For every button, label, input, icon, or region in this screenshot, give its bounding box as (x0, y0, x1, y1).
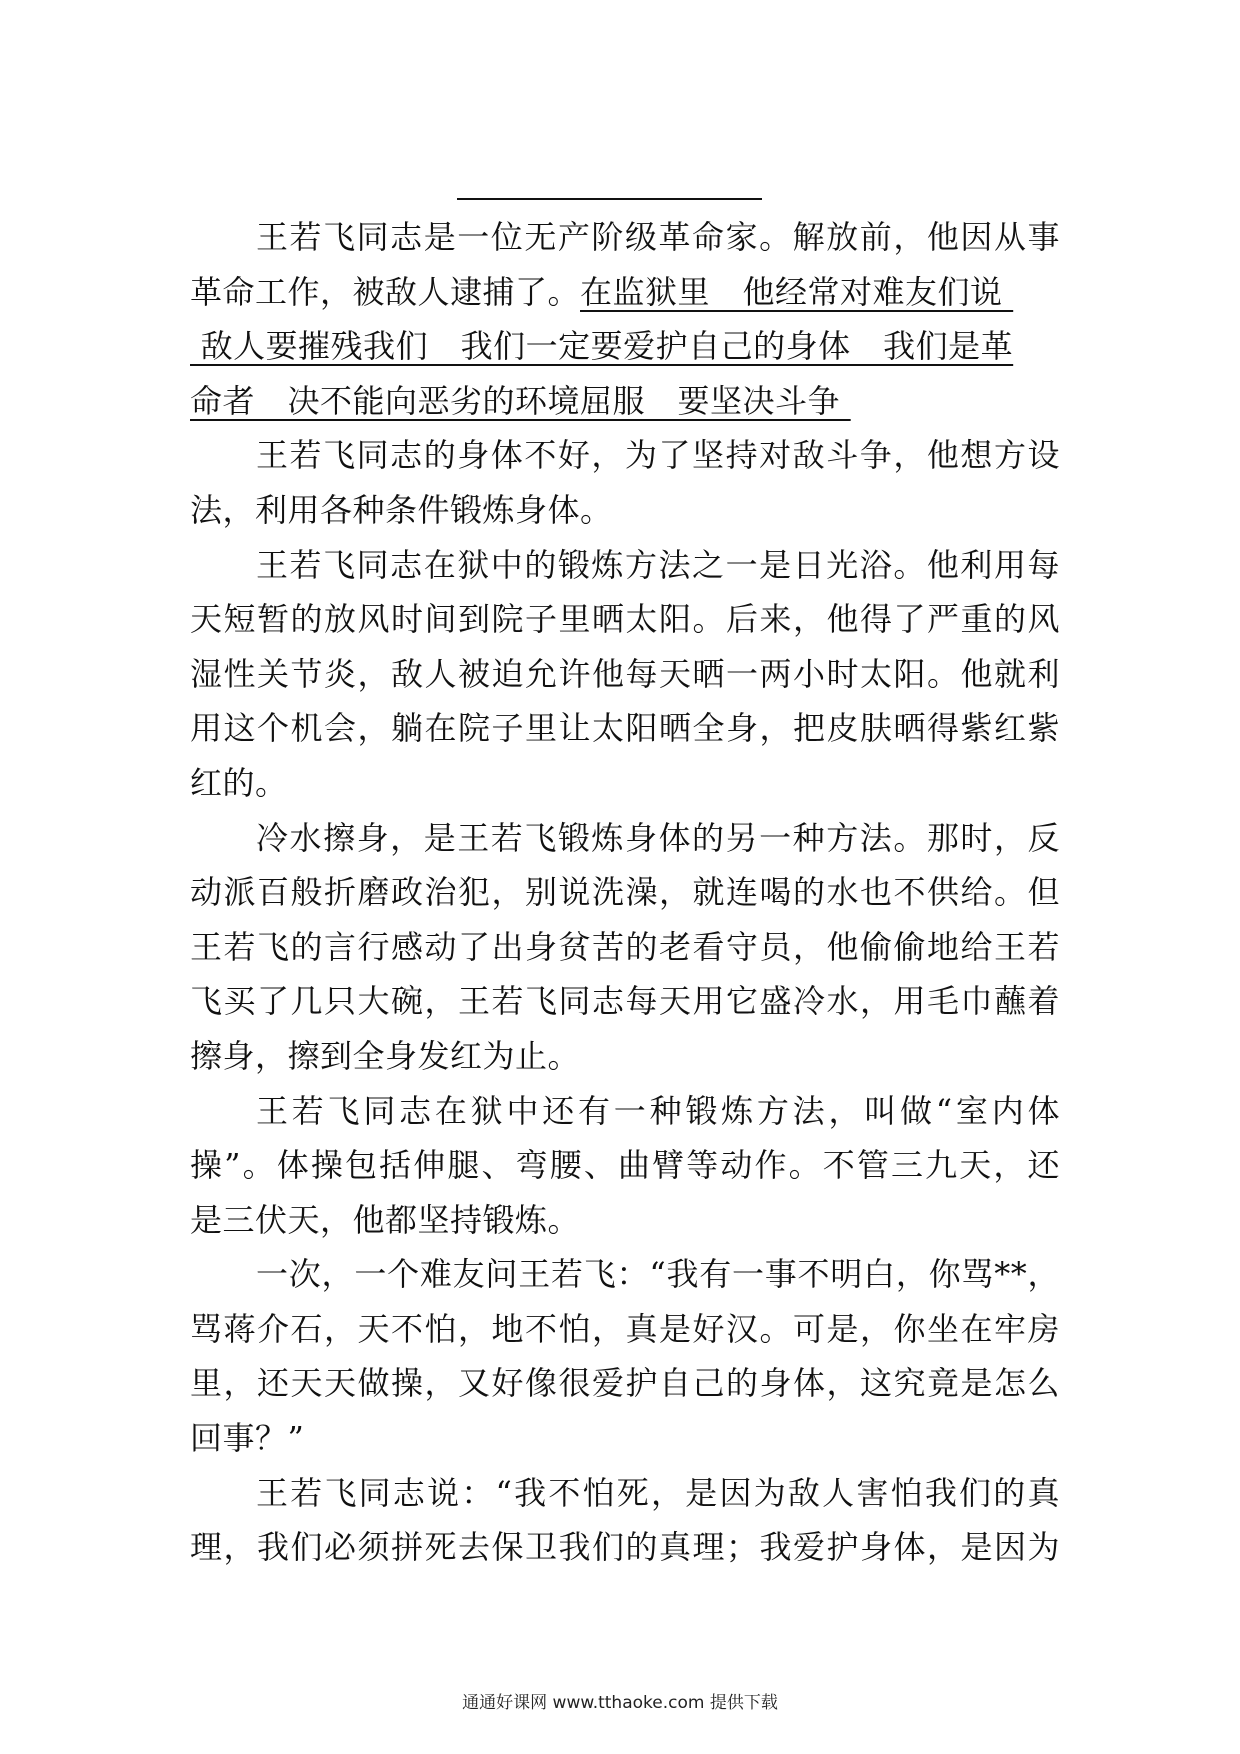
paragraph-line: 回事？” (190, 1419, 305, 1458)
paragraph-line: 王若飞同志在狱中还有一种锻炼方法，叫做“室内体 (256, 1091, 1060, 1130)
paragraph-line: 是三伏天，他都坚持锻炼。 (190, 1200, 581, 1239)
punctuation-blank: 敌人要摧残我们 我们一定要爱护自己的身体 我们是革 (190, 327, 1014, 366)
article-body (190, 210, 1060, 1575)
footer-source-note: 通通好课网 www.tthaoke.com 提供下载 (462, 1693, 778, 1713)
title-blank-line (457, 198, 762, 200)
paragraph-line: 操”。体操包括伸腿、弯腰、曲臂等动作。不管三九天，还 (190, 1146, 1060, 1185)
punctuation-blank: 命者 决不能向恶劣的环境屈服 要坚决斗争 (190, 381, 851, 420)
paragraph-line: 天短暂的放风时间到院子里晒太阳。后来，他得了严重的风 (190, 600, 1060, 639)
paragraph-text: 革命工作，被敌人逮捕了。 (190, 272, 581, 311)
paragraph-line: 王若飞同志是一位无产阶级革命家。解放前，他因从事 (256, 218, 1060, 256)
paragraph-line (190, 319, 1060, 374)
paragraph-line: 王若飞的言行感动了出身贫苦的老看守员，他偷偷地给王若 (190, 927, 1060, 966)
paragraph-line (190, 374, 1060, 429)
paragraph-line: 王若飞同志的身体不好，为了坚持对敌斗争，他想方设 (256, 436, 1060, 475)
paragraph-line: 骂蒋介石，天不怕，地不怕，真是好汉。可是，你坐在牢房 (190, 1309, 1060, 1348)
paragraph-line: 红的。 (190, 763, 288, 802)
paragraph-line (190, 265, 1060, 320)
paragraph-line: 用这个机会，躺在院子里让太阳晒全身，把皮肤晒得紫红紫 (190, 709, 1060, 748)
paragraph-line: 理，我们必须拼死去保卫我们的真理；我爱护身体，是因为 (190, 1528, 1060, 1567)
paragraph-line: 一次，一个难友问王若飞：“我有一事不明白，你骂**， (256, 1255, 1060, 1294)
paragraph-line: 里，还天天做操，又好像很爱护自己的身体，这究竟是怎么 (190, 1364, 1060, 1403)
paragraph-line: 动派百般折磨政治犯，别说洗澡，就连喝的水也不供给。但 (190, 873, 1060, 912)
paragraph-line: 王若飞同志在狱中的锻炼方法之一是日光浴。他利用每 (256, 545, 1060, 584)
paragraph-line: 擦身，擦到全身发红为止。 (190, 1036, 581, 1075)
paragraph-line: 王若飞同志说：“我不怕死，是因为敌人害怕我们的真 (256, 1473, 1060, 1512)
paragraph-line: 飞买了几只大碗，王若飞同志每天用它盛冷水，用毛巾蘸着 (190, 982, 1060, 1021)
paragraph-line: 冷水擦身，是王若飞锻炼身体的另一种方法。那时，反 (256, 818, 1060, 857)
paragraph-line: 法，利用各种条件锻炼身体。 (190, 490, 613, 529)
paragraph-line: 湿性关节炎，敌人被迫允许他每天晒一两小时太阳。他就利 (190, 654, 1060, 693)
punctuation-blank: 在监狱里 他经常对难友们说 (580, 272, 1014, 311)
